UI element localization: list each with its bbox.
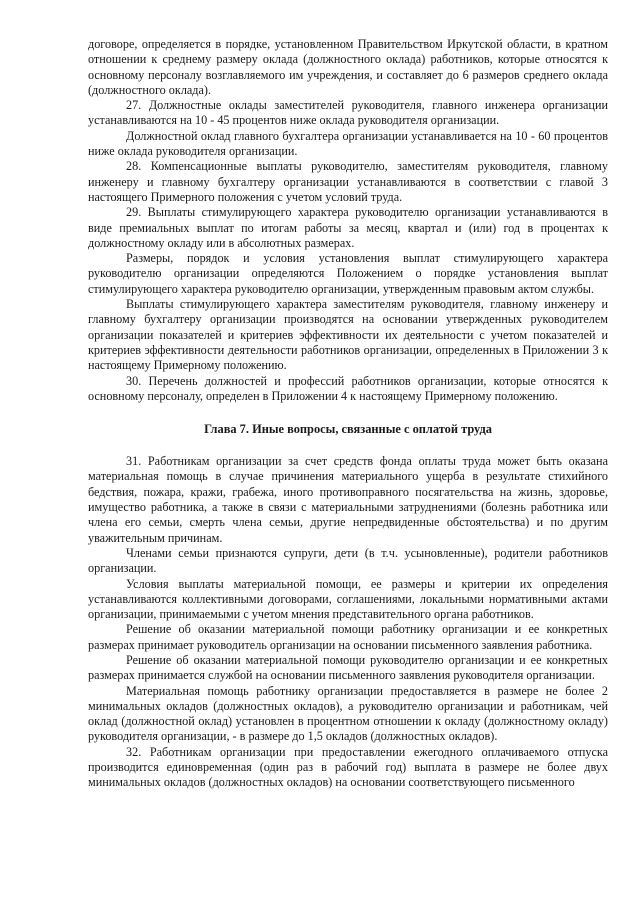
paragraph: Решение об оказании материальной помощи руководителю организации и ее конкретных размерах принимается службой на основании письменного заявления руководителя организации. xyxy=(88,652,608,683)
paragraph: Выплаты стимулирующего характера заместителям руководителя, главному инженеру и главному бухгалтеру организации производятся на основании утвержденных руководителем организации показателей и критериев эффективности их деятельности с учетом показателей и критериев эффективности деятельности работников организации, определенных в Приложении 3 к настоящему Примерному положению. xyxy=(88,297,608,373)
paragraph: Размеры, порядок и условия установления выплат стимулирующего характера руководителю организации определяются Положением о порядке установления выплат стимулирующего характера руководителю организации, утвержденным правовым актом службы. xyxy=(88,251,608,296)
document-page xyxy=(88,37,608,791)
paragraph: 31. Работникам организации за счет средств фонда оплаты труда может быть оказана материальная помощь в случае причинения материального ущерба в результате стихийного бедствия, пожара, кражи, грабежа, иного противоправного посягательства на жизнь, здоровье, имущество работника, а также в связи с материальными затруднениями (болезнь работника или члена его семьи, смерть члена семьи, другие непредвиденные обстоятельства) и по другим уважительным причинам. xyxy=(88,454,608,545)
paragraphs-bottom xyxy=(88,454,608,791)
paragraph: Решение об оказании материальной помощи работнику организации и ее конкретных размерах принимает руководитель организации на основании письменного заявления работника. xyxy=(88,622,608,652)
paragraph: 27. Должностные оклады заместителей руководителя, главного инженера организации устанавливаются на 10 - 45 процентов ниже оклада руководителя организации. xyxy=(88,98,608,128)
chapter-heading: Глава 7. Иные вопросы, связанные с оплатой труда xyxy=(204,422,492,437)
paragraph: Должностной оклад главного бухгалтера организации устанавливается на 10 - 60 процентов ниже оклада руководителя организации. xyxy=(88,128,608,159)
paragraph: 32. Работникам организации при предоставлении ежегодного оплачиваемого отпуска производится единовременная (один раз в рабочий год) выплата в размере не более двух минимальных окладов (должностных окладов) на основании соответствующего письменного xyxy=(88,744,608,790)
paragraph: Материальная помощь работнику организации предоставляется в размере не более 2 минимальных окладов (должностных окладов), а руководителю организации и работникам, чей оклад (должностной оклад) установлен в процентном отношении к окладу (должностному окладу) руководителя организации, - в размере до 1,5 окладов (должностных окладов). xyxy=(88,683,608,744)
paragraph: 28. Компенсационные выплаты руководителю, заместителям руководителя, главному инженеру и главному бухгалтеру организации устанавливаются в соответствии с главой 3 настоящего Примерного положения с учетом условий труда. xyxy=(88,159,608,204)
paragraph: 29. Выплаты стимулирующего характера руководителю организации устанавливаются в виде премиальных выплат по итогам работы за месяц, квартал и (или) год в процентах к должностному окладу или в абсолютных размерах. xyxy=(88,205,608,250)
paragraph: Условия выплаты материальной помощи, ее размеры и критерии их определения устанавливаются коллективными договорами, соглашениями, локальными нормативными актами организации, принимаемыми с учетом мнения представительного органа работников. xyxy=(88,576,608,622)
paragraph: Членами семьи признаются супруги, дети (в т.ч. усыновленные), родители работников организации. xyxy=(88,545,608,576)
paragraph: 30. Перечень должностей и профессий работников организации, которые относятся к основному персоналу, определен в Приложении 4 к настоящему Примерному положению. xyxy=(88,373,608,403)
paragraph: договоре, определяется в порядке, установленном Правительством Иркутской области, в кратном отношении к среднему размеру оклада (должностного оклада) работников, которые относятся к основному персоналу возглавляемого им учреждения, и составляет до 6 размеров среднего оклада (должностного оклада). xyxy=(88,37,608,97)
paragraphs-top xyxy=(88,37,608,404)
